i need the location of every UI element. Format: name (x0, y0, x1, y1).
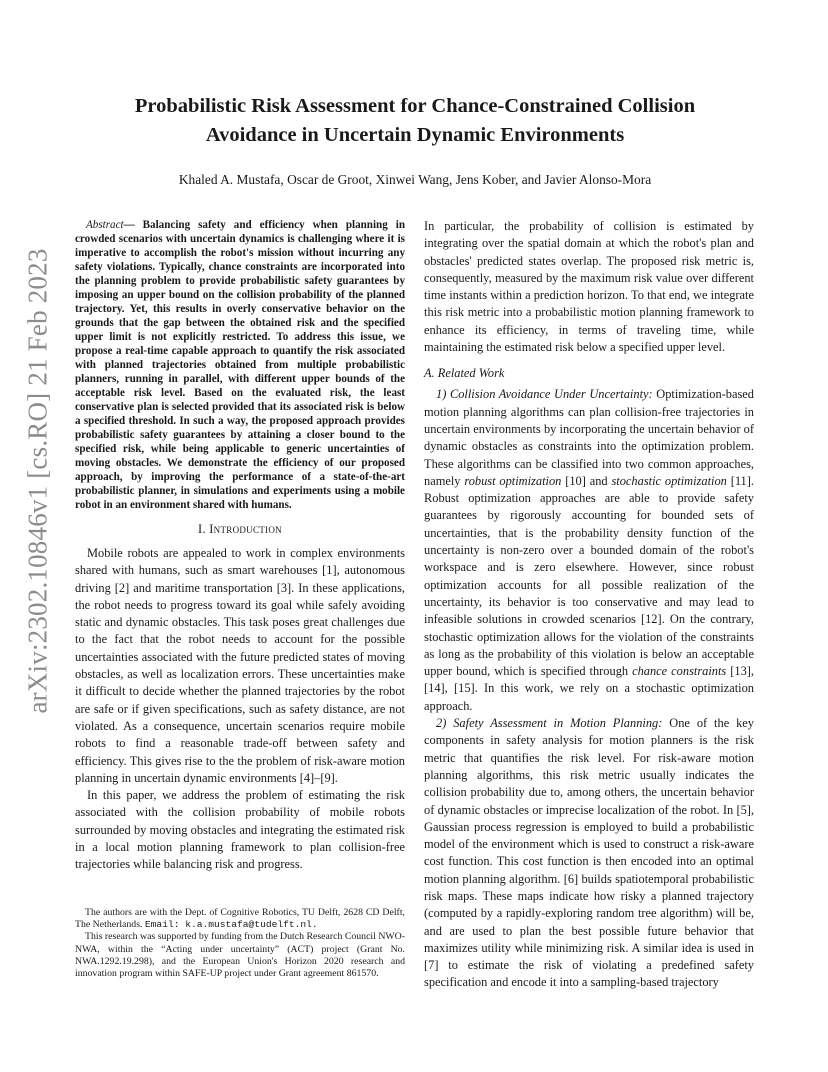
rw1-emphasis-chance: chance constraints (632, 664, 727, 679)
rw1-text-a: Optimization-based motion planning algorithms can plan collision-free trajectories in uncertain environments by incorporating the uncertain behavior of dynamic obstacles as constraints into the optimization problem. These algorithms can be classified into two common approaches, namely (424, 387, 754, 488)
title-line-2: Avoidance in Uncertain Dynamic Environments (205, 124, 625, 146)
abstract-label: Abstract (86, 219, 124, 231)
subsection-related-work: A. Related Work (424, 366, 505, 381)
footnote-affiliation-text: The authors are with the Dept. of Cognitive Robotics, TU Delft, 2628 CD Delft, The Netherlands. (75, 907, 405, 931)
abstract-text: — Balancing safety and efficiency when planning in crowded scenarios with uncertain dynamics is challenging where it is imperative to accomplish the robot's mission without incurring any safety violations. Typically, chance constraints are incorporated into the planning problem to provide probabilistic safety guarantees by imposing an upper bound on the collision probability of the planned trajectory. Yet, this results in overly conservative behavior on the grounds that the gap between the obtained risk and the specified upper limit is not explicitly restricted. To address this issue, we propose a real-time capable approach to quantify the risk associated with planned trajectories obtained from multiple probabilistic planners, running in parallel, with different upper bounds of the acceptable risk level. Based on the evaluated risk, the least conservative plan is selected provided that its associated risk is below a specified threshold. In such a way, the proposed approach provides probabilistic safety guarantees by attaining a closer bound to the specified risk, while being applicable to generic uncertainties of moving obstacles. We demonstrate the efficiency of our proposed approach, by improving the performance of a state-of-the-art probabilistic planner, in simulations and experiments using a mobile robot in an environment shared with humans. (75, 219, 405, 511)
related-work-1-title: 1) Collision Avoidance Under Uncertainty: (436, 387, 653, 402)
rw1-emphasis-robust: robust optimization (464, 473, 562, 488)
right-column (424, 218, 754, 992)
footnote (75, 907, 405, 980)
related-work-paragraph-2 (424, 715, 754, 992)
rw1-text-c: [11]. Robust optimization approaches are able to provide safety guarantees by rigorously accounting for bounded sets of uncertainties, that is the probability density function of the uncertainty is non-zero over a bounded domain of the robot's workspace and is zero elsewhere. However, since robust optimization accounts for all possible realization of the uncertainty, its behavior is too conservative and may lead to infeasible solutions in crowded scenarios [12]. On the contrary, stochastic optimization allows for the violation of the constraints as long as the probability of this violation is below an acceptable upper bound, which is specified through (424, 473, 754, 679)
arxiv-side-stamp (8, 248, 68, 714)
footnote-affiliation (75, 907, 405, 931)
section-heading-introduction: I. Introduction (198, 522, 282, 536)
abstract (75, 218, 405, 512)
title-line-1: Probabilistic Risk Assessment for Chance-Constrained Collision (134, 95, 696, 117)
intro-paragraph-1: Mobile robots are appealed to work in complex environments shared with humans, such as smart warehouses [1], autonomous driving [2] and maritime transportation [3]. In these applications, the robot needs to progress toward its goal while safely avoiding static and dynamic obstacles. This task poses great challenges due to the fact that the robot needs to account for the possible uncertainties associated with the future predicted states of moving obstacles, as well as localization errors. These uncertainties make it difficult to decide whether the planned trajectories by the robot are safe or if given specifications, such as safety distance, are not violated. As a consequence, uncertain scenarios require mobile robots to find a reasonable trade-off between safety and efficiency. This gives rise to the the problem of risk-aware motion planning in uncertain dynamic environments [4]–[9]. (75, 546, 405, 785)
related-work-2-title: 2) Safety Assessment in Motion Planning: (436, 716, 663, 731)
rw1-text-d: [13], [14], [15]. In this work, we rely on a stochastic optimization approach. (424, 664, 755, 713)
rw1-emphasis-stochastic: stochastic optimization (611, 473, 727, 488)
left-column (75, 218, 405, 874)
author-list: Khaled A. Mustafa, Oscar de Groot, Xinwei Wang, Jens Kober, and Javier Alonso-Mora (178, 172, 652, 187)
intro-paragraph-2: In this paper, we address the problem of estimating the risk associated with the collision probability of mobile robots surrounded by moving obstacles and integrating the estimated risk in a local motion planning framework to plan collision-free trajectories while balancing risk and progress. (75, 788, 405, 872)
arxiv-id: arXiv:2302.10846v1 [cs.RO] 21 Feb 2023 (22, 248, 53, 714)
right-paragraph-1: In particular, the probability of collision is estimated by integrating over the spatial domain at which the robot's plan and obstacles' predicted states overlap. The proposed risk metric is, consequently, measured by the maximum risk value over different time instants within a prediction horizon. To that end, we integrate this risk metric into a probabilistic motion planning framework to enhance its efficiency, in terms of traveling time, while maintaining the estimated risk below a specified upper level. (424, 219, 754, 355)
rw2-text: One of the key components in safety analysis for motion planners is the risk metric that quantifies the risk level. For risk-aware motion planning algorithms, this risk metric usually indicates the collision probability due to, among others, the uncertain behavior of dynamic obstacles or imprecise localization of the robot. In [5], Gaussian process regression is employed to build a probabilistic model of the environment which is used to construct a risk-aware cost function. This cost function is then encoded into an optimal motion planning algorithm. [6] builds spatiotemporal probabilistic risk maps. These maps indicate how risky a planned trajectory (computed by a rapidly-exploring random tree algorithm) will be, and are used to plan the best possible future behavior that maximizes utility while minimizing risk. A similar idea is used in [7] to estimate the risk of violating a predefined safety specification and encode it into a sampling-based trajectory (424, 716, 754, 990)
paper-title (80, 92, 750, 150)
footnote-email: Email: k.a.mustafa@tudelft.nl. (144, 919, 318, 931)
footnote-funding: This research was supported by funding from the Dutch Research Council NWO-NWA, within the “Acting under uncertainty” (ACT) project (Grant No. NWA.1292.19.298), and the European Union's Horizon 2020 research and innovation program within SAFE-UP project under Grant agreement 861570. (75, 931, 405, 980)
rw1-text-b: [10] and (561, 473, 612, 488)
related-work-paragraph-1 (424, 386, 754, 715)
